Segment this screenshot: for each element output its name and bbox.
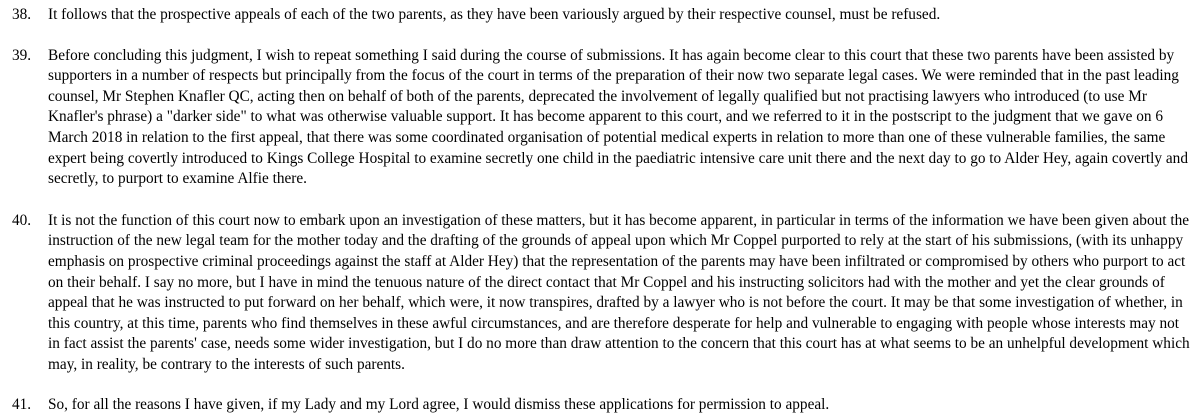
paragraph-number: 39. <box>12 46 48 67</box>
paragraph-41 <box>12 395 1190 415</box>
paragraph-text: So, for all the reasons I have given, if my Lady and my Lord agree, I would dismiss these applications for permission to appeal. <box>48 395 1190 415</box>
paragraph-text: It is not the function of this court now to embark upon an investigation of these matters, but it has become apparent, in particular in terms of the information we have been given about the instruction of the new legal team for the mother today and the drafting of the grounds of appeal upon which Mr Coppel purported to rely at the start of his submissions, (with its unhappy emphasis on prospective criminal proceedings against the staff at Alder Hey) that the representation of the parents may have been infiltrated or compromised by others who purport to act on their behalf. I say no more, but I have in mind the tenuous nature of the direct contact that Mr Coppel and his instructing solicitors had with the mother and yet the clear grounds of appeal that he was instructed to put forward on her behalf, which were, it now transpires, drafted by a lawyer who is not before the court. It may be that some investigation of whether, in this country, at this time, parents who find themselves in these awful circumstances, and are therefore desperate for help and vulnerable to engaging with people whose interests may not in fact assist the parents' case, needs some wider investigation, but I do no more than draw attention to the concern that this court has at what seems to be an unhelpful development which may, in reality, be contrary to the interests of such parents. <box>48 211 1190 376</box>
paragraph-number: 38. <box>12 5 48 26</box>
paragraph-text: Before concluding this judgment, I wish to repeat something I said during the course of submissions. It has again become clear to this court that these two parents have been assisted by supporters in a number of respects but principally from the focus of the court in terms of the preparation of their now two separate legal cases. We were reminded that in the past leading counsel, Mr Stephen Knafler QC, acting then on behalf of both of the parents, deprecated the involvement of legally qualified but not practising lawyers who introduced (to use Mr Knafler's phrase) a "darker side" to what was otherwise valuable support. It has become apparent to this court, and we referred to it in the postscript to the judgment that we gave on 6 March 2018 in relation to the first appeal, that there was some coordinated organisation of potential medical experts in relation to more than one of these vulnerable families, the same expert being covertly introduced to Kings College Hospital to examine secretly one child in the paediatric intensive care unit there and the next day to go to Alder Hey, again covertly and secretly, to purport to examine Alfie there. <box>48 46 1190 190</box>
paragraph-40 <box>12 211 1190 376</box>
paragraph-number: 41. <box>12 395 48 415</box>
paragraph-38 <box>12 5 1190 26</box>
paragraph-number: 40. <box>12 211 48 232</box>
paragraph-39 <box>12 46 1190 190</box>
paragraph-text: It follows that the prospective appeals of each of the two parents, as they have been variously argued by their respective counsel, must be refused. <box>48 5 1190 26</box>
